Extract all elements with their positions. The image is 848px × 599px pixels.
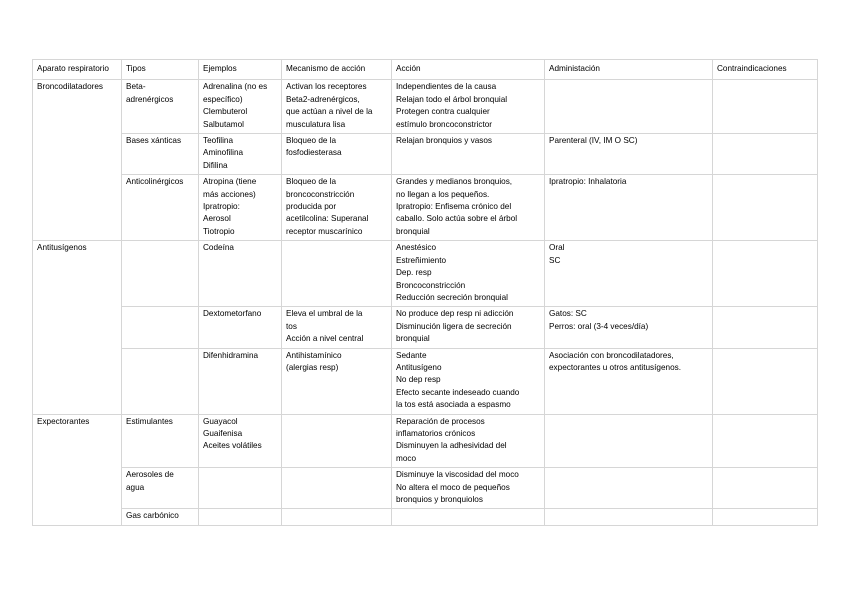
cell-line: Teofilina xyxy=(203,136,234,146)
cell-tipo xyxy=(122,175,199,241)
header-contraindicaciones: Contraindicaciones xyxy=(713,60,818,80)
cell-line: Beta2-adrenérgicos, xyxy=(286,94,360,104)
cell-line: que actúan a nivel de la xyxy=(286,107,373,117)
cell-contraindicaciones xyxy=(713,468,818,509)
cell-line: Grandes y medianos bronquios, xyxy=(396,177,513,187)
cell-line: tos xyxy=(286,321,297,331)
cell-line: No produce dep resp ni adicción xyxy=(396,309,514,319)
header-ejemplos: Ejemplos xyxy=(199,60,282,80)
cell-administracion xyxy=(545,134,713,175)
cell-line: fosfodiesterasa xyxy=(286,148,342,158)
cell-line: Anticolinérgicos xyxy=(126,177,184,187)
cell-line: broncoconstricción xyxy=(286,189,355,199)
cell-accion xyxy=(392,414,545,468)
cell-mecanismo xyxy=(282,307,392,348)
cell-line: Protegen contra cualquier xyxy=(396,107,490,117)
cell-ejemplos xyxy=(199,509,282,525)
cell-line: Gatos: SC xyxy=(549,309,587,319)
group-cell-broncodilatadores xyxy=(33,80,122,241)
cell-mecanismo xyxy=(282,468,392,509)
cell-tipo xyxy=(122,307,199,348)
cell-line: (alergias resp) xyxy=(286,362,339,372)
cell-line: la tos está asociada a espasmo xyxy=(396,400,511,410)
cell-contraindicaciones xyxy=(713,509,818,525)
cell-line: Aceites volátiles xyxy=(203,441,262,451)
table-row xyxy=(33,348,818,414)
cell-accion xyxy=(392,509,545,525)
cell-line: Disminuye la viscosidad del moco xyxy=(396,470,519,480)
cell-line: expectorantes u otros antitusígenos. xyxy=(549,362,681,372)
cell-accion xyxy=(392,307,545,348)
cell-line: Estimulantes xyxy=(126,416,173,426)
cell-line: Anestésico xyxy=(396,243,437,253)
cell-line: Perros: oral (3-4 veces/día) xyxy=(549,321,649,331)
cell-mecanismo xyxy=(282,175,392,241)
cell-line: bronquial xyxy=(396,226,430,236)
cell-ejemplos xyxy=(199,468,282,509)
table-row xyxy=(33,80,818,134)
cell-ejemplos xyxy=(199,414,282,468)
cell-line: bronquios y bronquiolos xyxy=(396,495,483,504)
cell-administracion xyxy=(545,175,713,241)
cell-line: Activan los receptores xyxy=(286,82,367,92)
cell-line: No dep resp xyxy=(396,375,441,385)
cell-line: Aminofilina xyxy=(203,148,244,158)
cell-line: Bloqueo de la xyxy=(286,136,337,146)
cell-contraindicaciones xyxy=(713,134,818,175)
cell-line: más acciones) xyxy=(203,189,256,199)
table-row xyxy=(33,241,818,307)
cell-tipo xyxy=(122,468,199,509)
cell-contraindicaciones xyxy=(713,175,818,241)
cell-line: acetilcolina: Superanal xyxy=(286,214,369,224)
cell-tipo xyxy=(122,241,199,307)
cell-line: Independientes de la causa xyxy=(396,82,497,92)
cell-line: Antihistamínico xyxy=(286,350,342,360)
header-row xyxy=(33,60,818,80)
cell-line: No altera el moco de pequeños xyxy=(396,482,510,492)
table-body xyxy=(33,80,818,525)
drug-table xyxy=(32,59,818,526)
cell-line: Eleva el umbral de la xyxy=(286,309,363,319)
cell-administracion xyxy=(545,414,713,468)
cell-line: Parenteral (IV, IM O SC) xyxy=(549,136,638,146)
cell-line: estímulo broncoconstrictor xyxy=(396,119,493,129)
cell-ejemplos xyxy=(199,348,282,414)
cell-line: Antitusígeno xyxy=(396,362,442,372)
cell-mecanismo xyxy=(282,348,392,414)
cell-line: Reducción secreción bronquial xyxy=(396,292,508,302)
cell-line: Difenhidramina xyxy=(203,350,259,360)
cell-accion xyxy=(392,348,545,414)
cell-accion xyxy=(392,80,545,134)
cell-line: Broncoconstricción xyxy=(396,280,466,290)
group-cell-antitusigenos xyxy=(33,241,122,414)
cell-ejemplos xyxy=(199,134,282,175)
cell-administracion xyxy=(545,348,713,414)
cell-contraindicaciones xyxy=(713,241,818,307)
cell-line: Dep. resp xyxy=(396,268,432,278)
cell-line: Salbutamol xyxy=(203,119,244,129)
cell-administracion xyxy=(545,307,713,348)
cell-contraindicaciones xyxy=(713,307,818,348)
cell-line: Ipratropio: Enfisema crónico del xyxy=(396,202,512,212)
cell-line: Relajan todo el árbol bronquial xyxy=(396,94,508,104)
cell-line: Tiotropio xyxy=(203,226,235,236)
cell-administracion xyxy=(545,468,713,509)
cell-line: Relajan bronquios y vasos xyxy=(396,136,493,146)
cell-line: SC xyxy=(549,255,561,265)
cell-contraindicaciones xyxy=(713,80,818,134)
cell-accion xyxy=(392,134,545,175)
table-row xyxy=(33,175,818,241)
cell-line: producida por xyxy=(286,202,337,212)
cell-line: Aerosoles de xyxy=(126,470,174,480)
cell-line: Atropina (tiene xyxy=(203,177,257,187)
cell-ejemplos xyxy=(199,307,282,348)
cell-line: caballo. Solo actúa sobre el árbol xyxy=(396,214,518,224)
cell-line: agua xyxy=(126,482,145,492)
group-label: Expectorantes xyxy=(37,416,90,426)
table-row xyxy=(33,414,818,468)
cell-mecanismo xyxy=(282,414,392,468)
cell-line: Bases xánticas xyxy=(126,136,182,146)
cell-line: Ipratropio: xyxy=(203,202,240,212)
cell-line: receptor muscarínico xyxy=(286,226,363,236)
header-administracion: Administación xyxy=(545,60,713,80)
cell-line: Beta- xyxy=(126,82,146,92)
cell-line: Disminución ligera de secreción xyxy=(396,321,512,331)
header-mecanismo: Mecanismo de acción xyxy=(282,60,392,80)
cell-accion xyxy=(392,241,545,307)
cell-line: Difilina xyxy=(203,160,228,170)
cell-line: Disminuyen la adhesividad del xyxy=(396,441,507,451)
cell-accion xyxy=(392,175,545,241)
cell-administracion xyxy=(545,80,713,134)
cell-ejemplos xyxy=(199,80,282,134)
cell-accion xyxy=(392,468,545,509)
cell-contraindicaciones xyxy=(713,414,818,468)
cell-tipo xyxy=(122,348,199,414)
cell-line: Bloqueo de la xyxy=(286,177,337,187)
cell-contraindicaciones xyxy=(713,348,818,414)
cell-administracion xyxy=(545,509,713,525)
cell-mecanismo xyxy=(282,80,392,134)
cell-line: Ipratropio: Inhalatoria xyxy=(549,177,627,187)
cell-line: Aerosol xyxy=(203,214,231,224)
cell-line: Adrenalina (no es xyxy=(203,82,268,92)
cell-ejemplos xyxy=(199,175,282,241)
cell-line: Asociación con broncodilatadores, xyxy=(549,350,674,360)
cell-ejemplos xyxy=(199,241,282,307)
cell-line: Estreñimiento xyxy=(396,255,447,265)
cell-line: Guayacol xyxy=(203,416,238,426)
cell-line: adrenérgicos xyxy=(126,94,174,104)
cell-line: no llegan a los pequeños. xyxy=(396,189,490,199)
table-row xyxy=(33,468,818,509)
cell-tipo xyxy=(122,414,199,468)
cell-line: musculatura lisa xyxy=(286,119,346,129)
group-label: Broncodilatadores xyxy=(37,82,103,92)
header-tipos: Tipos xyxy=(122,60,199,80)
cell-line: Acción a nivel central xyxy=(286,334,364,344)
header-accion: Acción xyxy=(392,60,545,80)
cell-administracion xyxy=(545,241,713,307)
cell-tipo xyxy=(122,509,199,525)
table-row xyxy=(33,134,818,175)
group-cell-expectorantes xyxy=(33,414,122,525)
table-row xyxy=(33,509,818,525)
cell-line: Dextometorfano xyxy=(203,309,262,319)
cell-tipo xyxy=(122,80,199,134)
cell-mecanismo xyxy=(282,509,392,525)
cell-line: específico) xyxy=(203,94,243,104)
cell-line: bronquial xyxy=(396,334,430,344)
cell-line: Gas carbónico xyxy=(126,511,179,521)
cell-tipo xyxy=(122,134,199,175)
cell-line: moco xyxy=(396,453,417,463)
cell-line: inflamatorios crónicos xyxy=(396,428,476,438)
cell-line: Oral xyxy=(549,243,565,253)
cell-line: Clembuterol xyxy=(203,107,248,117)
header-aparato: Aparato respiratorio xyxy=(33,60,122,80)
cell-line: Sedante xyxy=(396,350,427,360)
table-row xyxy=(33,307,818,348)
cell-line: Efecto secante indeseado cuando xyxy=(396,387,520,397)
cell-line: Codeína xyxy=(203,243,234,253)
cell-mecanismo xyxy=(282,241,392,307)
group-label: Antitusígenos xyxy=(37,243,87,253)
cell-line: Guaifenisa xyxy=(203,428,243,438)
cell-mecanismo xyxy=(282,134,392,175)
cell-line: Reparación de procesos xyxy=(396,416,485,426)
